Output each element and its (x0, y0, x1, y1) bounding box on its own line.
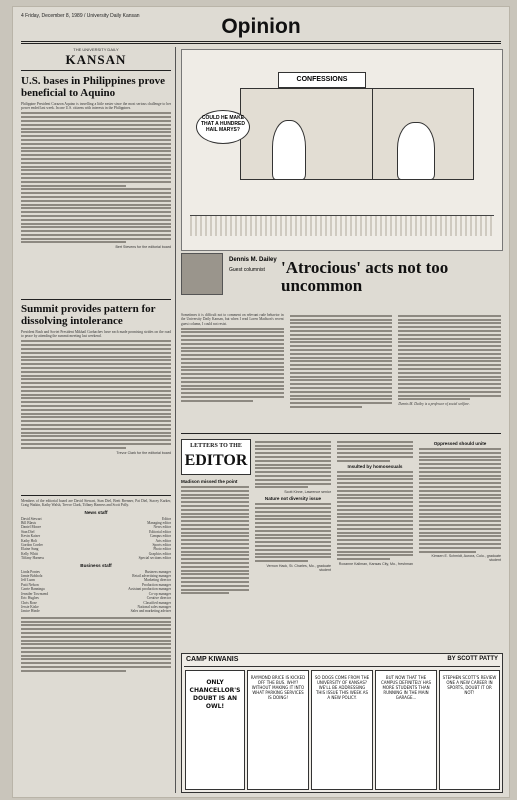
letter-body-3 (337, 471, 413, 560)
staff-name: Eric Hughes (21, 596, 39, 601)
letter-body-2 (255, 503, 331, 562)
column-text-2 (290, 315, 393, 408)
comic-title-rule (184, 666, 500, 667)
staff-role: Campus editor (149, 534, 171, 539)
speech-bubble: COULD HE MAKE THAT A HUNDRED HAIL MARYS? (196, 110, 250, 144)
staff-name: Jamie Bobholz (21, 574, 43, 579)
letter-title-4: Oppressed should unite (433, 441, 487, 446)
editorial-byline-2: Trevor Clark for the editorial board (116, 450, 171, 455)
staff-name: Kelly Whitt (21, 551, 39, 556)
letter-4 (419, 439, 501, 647)
top-rule (21, 41, 501, 42)
staff-name: David Stewart (21, 516, 42, 521)
comic-panel-4-text: BUT NOW THAT THE CAMPUS DEFINITELY HAS MORE STUDENTS THAN RUNNING IN THE MAIN GARAGE... (380, 675, 432, 700)
editorial-board-note: Members of the editorial board are David Stewart, Stan Diel, Brett Brenner, Pat Diel, Stacey Karker, Craig Watkin, Kathy Walsh, Trevor Clark, Tiffany Harness and Scott Polly. (21, 499, 171, 508)
confession-booth (240, 88, 374, 180)
comic-panel-3-text: SO DOGS COME FROM THE UNIVERSITY OF KANSAS? WE'LL BE ADDRESSING THIS ISSUE THIS WEEK AS A NEW POLICY. (314, 675, 370, 700)
column-lead: Sometimes it is difficult not to comment on relevant rude behavior in the University Daily Kansan, but when I read Loren Madison's recent guest column, I could not resist. (181, 313, 284, 326)
column-col-1 (181, 313, 284, 431)
letters-logo-small: LETTERS TO THE (190, 443, 242, 449)
staff-name: Jeff Lunn (21, 578, 35, 583)
policy-text (21, 617, 171, 672)
staff-name: Patti Nelson (21, 582, 39, 587)
letter-sig-2: Vernon Hack, St. Charles, Mo., graduate student (266, 563, 331, 572)
business-staff-list (21, 570, 171, 614)
guest-column-body (181, 313, 501, 431)
staff-name: Jessie Kiske (21, 604, 39, 609)
letters-logo-big: EDITOR (184, 452, 248, 469)
staff-row (21, 556, 171, 560)
staff-name: Linda Pontes (21, 569, 40, 574)
guest-column-header (181, 253, 501, 313)
comic-panel-3 (311, 670, 373, 790)
staff-name: Carrie Banninga (21, 587, 45, 592)
masthead-top: THE UNIVERSITY DAILY (73, 47, 119, 52)
column-tagline: Dennis M. Dailey is a professor of social welfare. (398, 402, 470, 407)
editorial-lead-1: Philippine President Corazon Aquino is travelling a little easier since the most serious challenge to her power ended last week. In one U.S. citizens with interests in the Philippines. (21, 102, 171, 111)
staff-role: Creative director (146, 596, 171, 601)
news-staff-title: News staff (84, 509, 108, 515)
comic-panel-2-text: RAYMOND BRICE IS KICKED OFF THE BUS. WHY? WITHOUT MAKING IT INTO WHAT PARKING SERVICES IS DOING! (250, 675, 306, 700)
staff-role: Editorial editor (149, 529, 171, 534)
comic-panel-5-text: STEPHEN SCOTT'S REVIEW ONE A NEW CAREER IN SPORTS, DOUBT IT OR NOT! (442, 675, 497, 695)
staff-role: Editor (162, 516, 171, 521)
editorial-2 (21, 299, 171, 489)
top-rule-second (21, 43, 501, 44)
staff-role: Special sections editor (138, 556, 171, 561)
staff-role: Photo editor (153, 547, 171, 552)
comic-panel-1 (185, 670, 245, 790)
newspaper-page (12, 6, 510, 798)
staff-name: Janice Hinde (21, 609, 40, 614)
staff-name: Jennifer Townsend (21, 591, 49, 596)
staff-role: Managing editor (147, 521, 171, 525)
staff-role: Arts editor (155, 538, 171, 543)
staff-role: National sales manager (137, 604, 171, 609)
comic-strip (181, 653, 503, 793)
news-staff-list (21, 517, 171, 561)
staff-role: Business manager (144, 569, 171, 574)
letter-3 (337, 439, 413, 647)
section-title: Opinion (221, 15, 301, 38)
penitent-figure (397, 122, 435, 180)
cartoon-floor (190, 215, 494, 236)
staff-name: Gordon Corder (21, 543, 43, 548)
editorial-lead-2: President Bush and Soviet President Mikhail Gorbachev have each made promising strides on the road to peace by attending the summit meeting last weekend. (21, 330, 171, 339)
editorial-cartoon (181, 49, 503, 251)
staff-row (21, 609, 171, 613)
staff-role: News editor (153, 525, 171, 530)
letter-2 (255, 439, 331, 647)
letter-body-1 (181, 486, 249, 594)
editorial-headline-2: Summit provides pattern for dissolving intolerance (21, 303, 156, 327)
business-staff-title: Business staff (80, 562, 112, 568)
masthead-name: KANSAN (65, 52, 127, 67)
staff-role: Assistant production manager (128, 587, 171, 592)
letter-title-1: Madison missed the point (181, 479, 238, 484)
staff-name: Bill Blasts (21, 521, 37, 525)
editorial-headline-1: U.S. bases in Philippines prove beneficial to Aquino (21, 75, 166, 99)
staff-role: Production manager (141, 582, 171, 587)
comic-panel-4 (375, 670, 437, 790)
staff-name: Elaine Sung (21, 547, 39, 552)
staff-name: Stan Diel (21, 529, 35, 534)
staff-name: Kathy Holt (21, 538, 38, 543)
editorial-rule (21, 299, 171, 300)
comic-author: BY SCOTT PATTY (447, 656, 498, 662)
comic-panel-1-text: ONLY CHANCELLOR'S DOUBT IS AN OWL! (189, 679, 241, 710)
staff-box (21, 495, 171, 793)
staff-role: Classified manager (143, 600, 171, 605)
columnist-title: Guest columnist (229, 267, 265, 273)
staff-role: Sports editor (152, 543, 171, 548)
masthead-rule (21, 70, 171, 71)
staff-role: Co-op manager (148, 591, 171, 596)
letter-title-3: Insulted by homosexuals (347, 463, 403, 469)
comic-panel-2 (247, 670, 309, 790)
comic-panel-5 (439, 670, 500, 790)
page-folio: 4 Friday, December 8, 1989 / University Daily Kansan (21, 13, 140, 19)
letter-body-4 (419, 448, 501, 553)
column-divider (175, 47, 176, 793)
letters-logo (181, 439, 251, 475)
columnist-photo (181, 253, 223, 295)
letter-sig-3: Roxanne Kallman, Kansas City, Mo., freshman (338, 561, 413, 566)
staff-name: Daniel Moore (21, 525, 42, 530)
editorials-column (21, 47, 171, 297)
staff-role: Graphics editor (148, 551, 171, 556)
staff-role: Marketing director (143, 578, 171, 583)
editorial-body-2 (21, 340, 171, 448)
staff-rule (21, 495, 171, 496)
letter-body-1-cont (255, 441, 331, 489)
staff-name: Tiffany Harness (21, 556, 45, 561)
staff-role: Sales and marketing adviser (130, 609, 171, 614)
staff-role: Retail advertising manager (132, 574, 171, 579)
letter-sig-1: Scott Kinne, Lawrence senior (284, 490, 331, 495)
confessions-sign: CONFESSIONS (278, 72, 366, 88)
staff-name: Kevin Kaiser (21, 534, 41, 539)
letter-1 (181, 477, 249, 647)
column-col-2 (290, 313, 393, 431)
columnist-name: Dennis M. Dailey (229, 257, 277, 263)
column-text-1 (181, 328, 284, 402)
editorial-body-1 (21, 112, 171, 243)
letter-title-2: Nature not diversity issue (264, 496, 322, 502)
letter-sig-4: Kimsen E. Schmidt, Aurora, Colo., graduate student (431, 554, 501, 563)
column-headline: 'Atrocious' acts not too uncommon (281, 258, 449, 295)
priest-figure (272, 120, 306, 180)
comic-title: CAMP KIWANIS (186, 656, 239, 663)
editorial-byline-1: Bert Stevens for the editorial board (115, 245, 171, 250)
column-col-3 (398, 313, 501, 431)
column-text-3 (398, 315, 501, 401)
letter-body-2-cont (337, 441, 413, 462)
staff-name: Chris Rose (21, 600, 37, 605)
letters-rule (181, 433, 501, 434)
